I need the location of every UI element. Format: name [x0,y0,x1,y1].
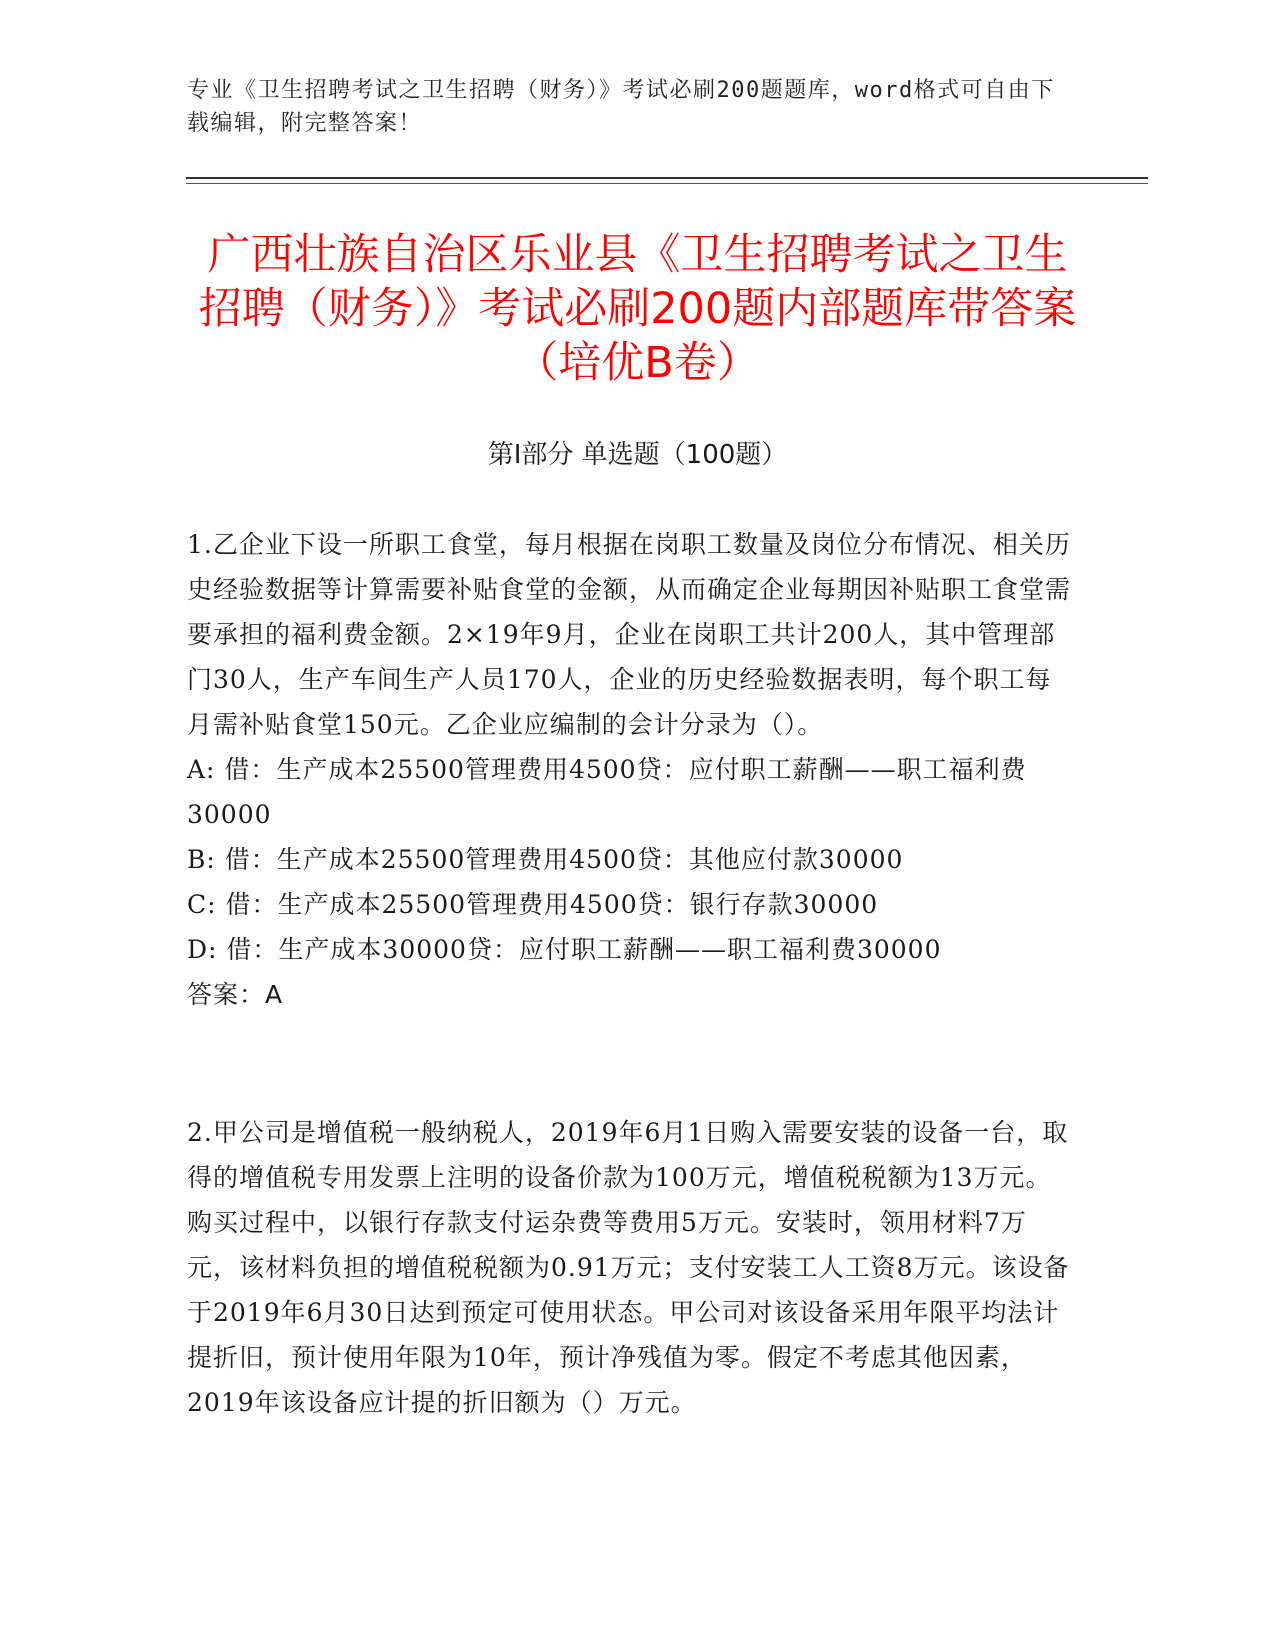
option-c: C: 借：生产成本25500管理费用4500贷：银行存款30000 [187,890,879,919]
document-title: 广西壮族自治区乐业县《卫生招聘考试之卫生招聘（财务）》考试必刷200题内部题库带答案（培优B卷） [198,230,1077,388]
question-1 [187,522,1077,1017]
option-d: D: 借：生产成本30000贷：应付职工薪酬——职工福利费30000 [187,935,942,964]
question-stem: 1.乙企业下设一所职工食堂，每月根据在岗职工数量及岗位分布情况、相关历史经验数据等计算需要补贴食堂的金额，从而确定企业每期因补贴职工食堂需要承担的福利费金额。2×19年9月，企业在岗职工共计200人，其中管理部门30人，生产车间生产人员170人，企业的历史经验数据表明，每个职工每月需补贴食堂150元。乙企业应编制的会计分录为（）。 [187,530,1072,739]
question-2 [187,1110,1077,1425]
header-note: 专业《卫生招聘考试之卫生招聘（财务）》考试必刷200题题库，word格式可自由下载编辑，附完整答案！ [187,78,1055,136]
header-rule-thin [186,183,1148,184]
option-a: A: 借：生产成本25500管理费用4500贷：应付职工薪酬——职工福利费30000 [187,755,1027,829]
section-title: 第I部分 单选题（100题） [487,440,788,470]
option-b: B: 借：生产成本25500管理费用4500贷：其他应付款30000 [187,845,904,874]
header-rule-thick [186,177,1148,179]
question-stem: 2.甲公司是增值税一般纳税人，2019年6月1日购入需要安装的设备一台，取得的增值税专用发票上注明的设备价款为100万元，增值税税额为13万元。购买过程中，以银行存款支付运杂费等费用5万元。安装时，领用材料7万元，该材料负担的增值税税额为0.91万元；支付安装工人工资8万元。该设备于2019年6月30日达到预定可使用状态。甲公司对该设备采用年限平均法计提折旧，预计使用年限为10年，预计净残值为零。假定不考虑其他因素，2019年该设备应计提的折旧额为（）万元。 [187,1118,1070,1417]
answer: 答案：A [187,980,284,1009]
